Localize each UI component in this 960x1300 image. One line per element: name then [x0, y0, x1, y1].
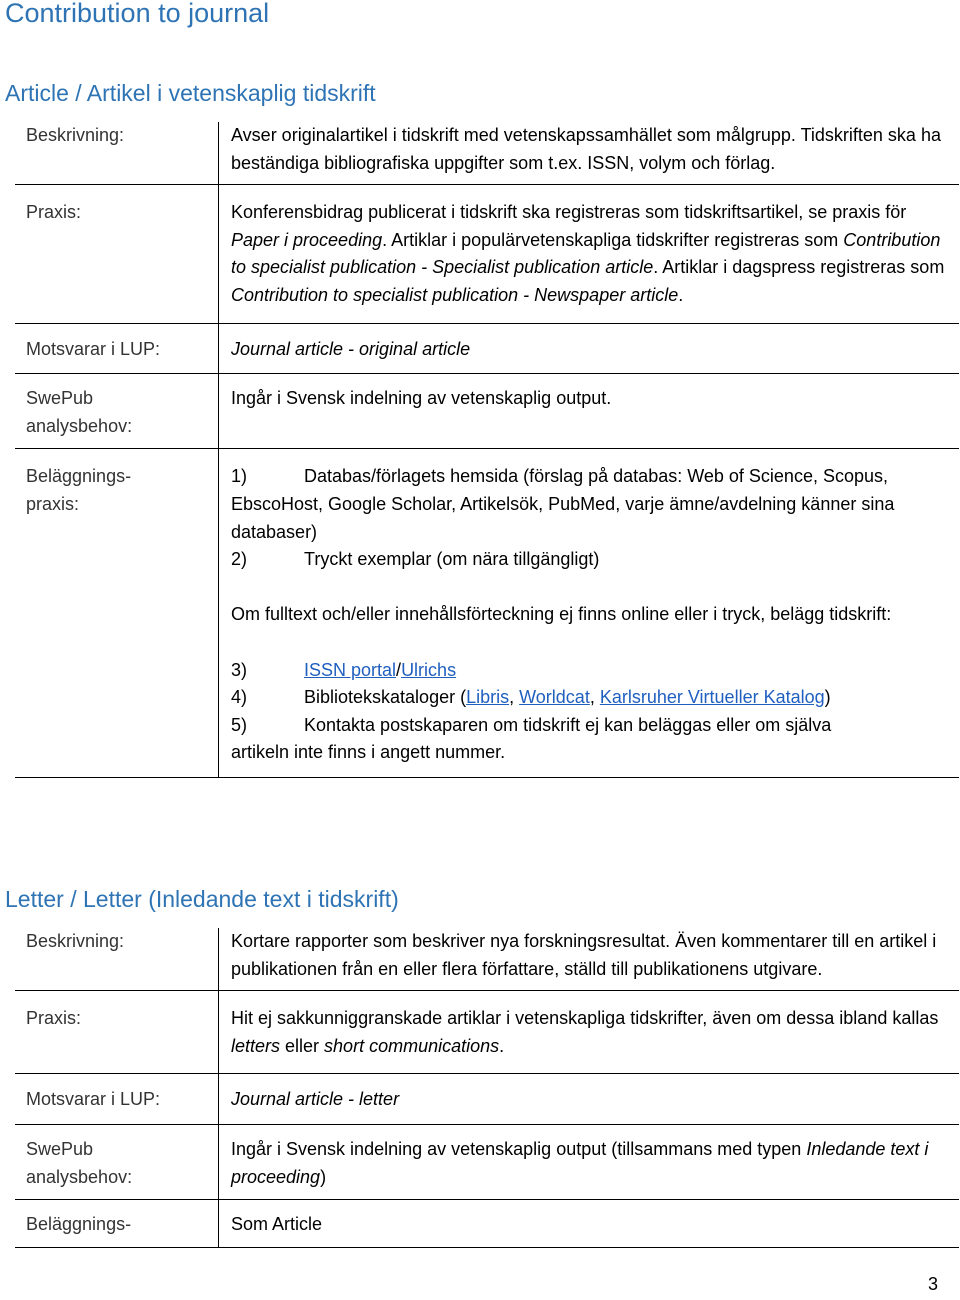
label-belaggningspraxis [15, 463, 220, 518]
label-swepub-line2: analysbehov: [26, 415, 133, 436]
label-motsvarar: Motsvarar i LUP: [26, 1089, 161, 1110]
row-swepub [15, 1125, 959, 1200]
row-belaggningspraxis [15, 449, 959, 777]
row-praxis [15, 991, 959, 1074]
praxis-text-2: . Artiklar i populärvetenskapliga tidskrifter registreras som [382, 229, 844, 250]
praxis-italic-3: Contribution to specialist publication - Newspaper article [231, 284, 679, 305]
page-title: Contribution to journal [5, 0, 270, 28]
worldcat-link[interactable]: Worldcat [519, 687, 590, 708]
value-motsvarar: Journal article - original article [231, 338, 471, 359]
praxis-text-1: Konferensbidrag publicerat i tidskrift ska registreras som tidskriftsartikel, se praxis för [231, 202, 907, 223]
value-swepub: Ingår i Svensk indelning av vetenskaplig output (tillsammans med typen Inledande text i proceeding) [231, 1138, 929, 1187]
list-item-1: 1) Databas/förlagets hemsida (förslag på databas: Web of Science, Scopus, EbscoHost, Google Scholar, Artikelsök, PubMed, varje ämne/avdelning känner sina databaser) [231, 466, 895, 542]
value-swepub: Ingår i Svensk indelning av vetenskaplig output. [231, 388, 612, 409]
praxis-text-3: . Artiklar i dagspress registreras som [653, 257, 945, 278]
row-praxis [15, 185, 959, 323]
value-motsvarar: Journal article - letter [231, 1089, 400, 1110]
label-beskrivning: Beskrivning: [26, 931, 125, 951]
value-belaggningspraxis [220, 463, 959, 767]
value-beskrivning: Avser originalartikel i tidskrift med vetenskapssamhället som målgrupp. Tidskriften ska ha beständiga bibliografiska uppgifter som t.ex. ISSN, volym och förlag. [231, 125, 941, 173]
label-swepub [15, 385, 220, 440]
label-motsvarar: Motsvarar i LUP: [26, 338, 161, 359]
article-table [15, 122, 959, 778]
label-belaggningspraxis: Beläggnings- [26, 1214, 132, 1235]
column-divider [218, 928, 219, 1247]
section-heading-letter: Letter / Letter (Inledande text i tidskrift) [5, 886, 399, 912]
row-beskrivning [15, 122, 959, 185]
value-praxis [220, 199, 959, 309]
om-fulltext-text: Om fulltext och/eller innehållsförteckning ej finns online eller i tryck, belägg tidskrift: [231, 604, 892, 625]
praxis-italic-2: Contribution to specialist publication - Specialist publication article [231, 229, 941, 278]
letter-table [15, 928, 959, 1248]
praxis-italic-1: Paper i proceeding [231, 229, 383, 250]
issn-portal-link[interactable]: ISSN portal [304, 659, 397, 680]
label-belagg-line2: praxis: [26, 493, 80, 514]
value-praxis: Hit ej sakkunniggranskade artiklar i vetenskapliga tidskrifter, även om dessa ibland kallas letters eller short communications. [231, 1008, 939, 1056]
label-swepub: SwePub analysbehov: [26, 1138, 133, 1187]
row-belaggningspraxis [15, 1200, 959, 1247]
label-swepub-line1: SwePub [26, 388, 94, 409]
row-motsvarar [15, 1074, 959, 1125]
row-beskrivning [15, 928, 959, 991]
label-praxis: Praxis: [26, 1008, 82, 1029]
page-number: 3 [927, 1274, 938, 1294]
libris-link[interactable]: Libris [466, 687, 510, 708]
ulrichs-link[interactable]: Ulrichs [401, 659, 457, 680]
list-item-5: 5) Kontakta postskaparen om tidskrift ej kan beläggas eller om själva [231, 714, 832, 735]
praxis-text-4: . [678, 284, 684, 305]
list-item-4: 4) Bibliotekskataloger (Libris, Worldcat, Karlsruher Virtueller Katalog) [231, 687, 831, 708]
value-belaggningspraxis: Som Article [231, 1214, 323, 1235]
list-item-2: 2) Tryckt exemplar (om nära tillgängligt) [231, 549, 600, 570]
label-praxis: Praxis: [26, 202, 82, 223]
karlsruher-link[interactable]: Karlsruher Virtueller Katalog [599, 687, 825, 708]
list-item-5-cont: artikeln inte finns i angett nummer. [231, 742, 506, 763]
row-motsvarar [15, 324, 959, 375]
label-belagg-line1: Beläggnings- [26, 466, 132, 487]
row-swepub [15, 374, 959, 449]
section-heading-article: Article / Artikel i vetenskaplig tidskrift [5, 80, 376, 106]
list-item-3: 3) ISSN portal/Ulrichs [231, 659, 457, 680]
label-beskrivning: Beskrivning: [26, 125, 125, 145]
value-beskrivning: Kortare rapporter som beskriver nya forskningsresultat. Även kommentarer till en artikel i publikationen från en eller flera författare, ställd till publikationens utgivare. [231, 931, 937, 979]
column-divider [218, 122, 219, 777]
